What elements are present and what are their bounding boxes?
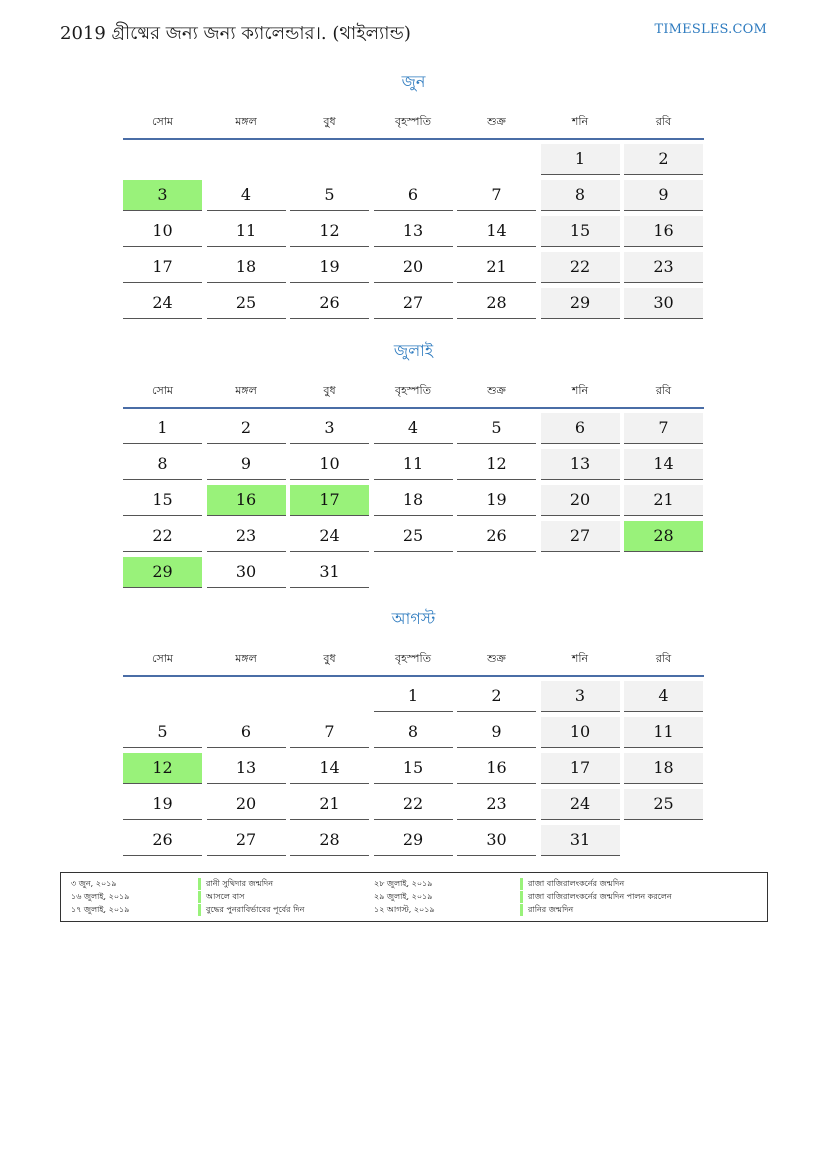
day-cell: 7: [457, 180, 536, 211]
day-cell: 20: [374, 252, 453, 283]
day-cell: 13: [207, 753, 286, 784]
day-cell: 10: [541, 717, 620, 748]
month-title: আগস্ট: [391, 609, 436, 628]
empty-day-cell: [290, 144, 369, 175]
days-grid: [123, 413, 704, 588]
day-cell: 19: [290, 252, 369, 283]
holiday-day-cell: 12: [123, 753, 202, 784]
day-cell: 28: [457, 288, 536, 319]
day-cell: 10: [123, 216, 202, 247]
empty-day-cell: [374, 144, 453, 175]
weekday-label: মঙ্গল: [235, 383, 257, 397]
empty-day-cell: [207, 681, 286, 712]
day-cell: 30: [624, 288, 703, 319]
legend-holiday-name: রানির জন্মদিন: [520, 904, 757, 916]
day-cell: 21: [457, 252, 536, 283]
weekday-header: [123, 375, 704, 407]
day-cell: 1: [374, 681, 453, 712]
day-cell: 12: [290, 216, 369, 247]
day-cell: 6: [374, 180, 453, 211]
day-cell: 15: [123, 485, 202, 516]
day-cell: 13: [374, 216, 453, 247]
day-cell: 26: [290, 288, 369, 319]
weekday-label: বুধ: [323, 651, 336, 665]
day-cell: 9: [624, 180, 703, 211]
weekday-label: বুধ: [323, 114, 336, 128]
day-cell: 22: [374, 789, 453, 820]
day-cell: 26: [457, 521, 536, 552]
day-cell: 15: [374, 753, 453, 784]
day-cell: 11: [207, 216, 286, 247]
day-cell: 1: [541, 144, 620, 175]
day-cell: 3: [541, 681, 620, 712]
day-cell: 6: [541, 413, 620, 444]
weekday-label: রবি: [655, 383, 672, 397]
weekday-label: রবি: [655, 651, 672, 665]
legend-holiday-name: বুদ্ধের পুনরাবির্ভাবের পূর্বের দিন: [198, 904, 374, 916]
day-cell: 5: [123, 717, 202, 748]
weekday-label: বৃহস্পতি: [395, 114, 431, 128]
day-cell: 25: [374, 521, 453, 552]
day-cell: 8: [541, 180, 620, 211]
day-cell: 30: [457, 825, 536, 856]
day-cell: 20: [541, 485, 620, 516]
weekday-label: শনি: [571, 383, 589, 397]
day-cell: 7: [624, 413, 703, 444]
empty-day-cell: [207, 144, 286, 175]
day-cell: 24: [541, 789, 620, 820]
day-cell: 19: [123, 789, 202, 820]
weekday-label: শুক্র: [487, 114, 506, 128]
empty-day-cell: [457, 144, 536, 175]
legend-date: ২৯ জুলাই, ২০১৯: [374, 892, 433, 901]
day-cell: 22: [123, 521, 202, 552]
day-cell: 25: [207, 288, 286, 319]
day-cell: 31: [290, 557, 369, 588]
day-cell: 22: [541, 252, 620, 283]
day-cell: 3: [290, 413, 369, 444]
day-cell: 7: [290, 717, 369, 748]
weekday-label: শুক্র: [487, 651, 506, 665]
day-cell: 27: [374, 288, 453, 319]
day-cell: 14: [624, 449, 703, 480]
weekday-label: বুধ: [323, 383, 336, 397]
weekday-label: মঙ্গল: [235, 114, 257, 128]
day-cell: 9: [207, 449, 286, 480]
holiday-day-cell: 16: [207, 485, 286, 516]
page-title: 2019 গ্রীষ্মের জন্য জন্য ক্যালেন্ডার।. (থাইল্যান্ড): [60, 23, 411, 44]
empty-day-cell: [123, 144, 202, 175]
day-cell: 25: [624, 789, 703, 820]
day-cell: 29: [374, 825, 453, 856]
month-june: [123, 70, 704, 319]
month-title: জুলাই: [393, 341, 434, 360]
day-cell: 11: [624, 717, 703, 748]
legend-date: ১২ আগস্ট, ২০১৯: [374, 905, 435, 914]
day-cell: 2: [457, 681, 536, 712]
day-cell: 28: [290, 825, 369, 856]
month-title: জুন: [401, 72, 426, 91]
weekday-header: [123, 106, 704, 138]
day-cell: 30: [207, 557, 286, 588]
header-divider: [123, 407, 704, 409]
weekday-label: শনি: [571, 651, 589, 665]
weekday-label: সোম: [151, 651, 174, 665]
header-divider: [123, 675, 704, 677]
days-grid: [123, 681, 704, 856]
day-cell: 23: [207, 521, 286, 552]
day-cell: 18: [374, 485, 453, 516]
day-cell: 12: [457, 449, 536, 480]
day-cell: 5: [290, 180, 369, 211]
month-august: [123, 607, 704, 856]
day-cell: 29: [541, 288, 620, 319]
day-cell: 24: [290, 521, 369, 552]
legend-holiday-name: রানী সুথিদার জন্মদিন: [198, 878, 374, 890]
weekday-label: শুক্র: [487, 383, 506, 397]
empty-day-cell: [123, 681, 202, 712]
holiday-day-cell: 3: [123, 180, 202, 211]
day-cell: 4: [624, 681, 703, 712]
day-cell: 23: [457, 789, 536, 820]
legend-date: ১৬ জুলাই, ২০১৯: [71, 892, 130, 901]
weekday-header: [123, 643, 704, 675]
day-cell: 5: [457, 413, 536, 444]
weekday-label: সোম: [151, 114, 174, 128]
weekday-label: বৃহস্পতি: [395, 651, 431, 665]
day-cell: 8: [374, 717, 453, 748]
day-cell: 11: [374, 449, 453, 480]
day-cell: 8: [123, 449, 202, 480]
weekday-label: শনি: [571, 114, 589, 128]
legend-holiday-name: রাজা বাজিরালংকর্নের জন্মদিন পালন করলেন: [520, 891, 757, 903]
holiday-day-cell: 17: [290, 485, 369, 516]
weekday-label: বৃহস্পতি: [395, 383, 431, 397]
legend-date: ২৮ জুলাই, ২০১৯: [374, 879, 433, 888]
day-cell: 18: [207, 252, 286, 283]
day-cell: 24: [123, 288, 202, 319]
legend-holiday-name: আসলে বাস: [198, 891, 374, 903]
day-cell: 2: [207, 413, 286, 444]
day-cell: 14: [457, 216, 536, 247]
day-cell: 17: [123, 252, 202, 283]
holiday-day-cell: 28: [624, 521, 703, 552]
day-cell: 4: [374, 413, 453, 444]
legend-date: ১৭ জুলাই, ২০১৯: [71, 905, 130, 914]
empty-day-cell: [290, 681, 369, 712]
day-cell: 20: [207, 789, 286, 820]
day-cell: 2: [624, 144, 703, 175]
legend-holiday-name: রাজা বাজিরালংকর্নের জন্মদিন: [520, 878, 757, 890]
weekday-label: সোম: [151, 383, 174, 397]
day-cell: 23: [624, 252, 703, 283]
site-link[interactable]: TIMESLES.COM: [654, 22, 767, 37]
day-cell: 17: [541, 753, 620, 784]
day-cell: 9: [457, 717, 536, 748]
day-cell: 19: [457, 485, 536, 516]
weekday-label: রবি: [655, 114, 672, 128]
holiday-legend: [60, 872, 768, 922]
day-cell: 15: [541, 216, 620, 247]
day-cell: 21: [290, 789, 369, 820]
day-cell: 1: [123, 413, 202, 444]
days-grid: [123, 144, 704, 319]
header-divider: [123, 138, 704, 140]
legend-date: ৩ জুন, ২০১৯: [71, 879, 117, 888]
month-july: [123, 339, 704, 588]
day-cell: 31: [541, 825, 620, 856]
day-cell: 4: [207, 180, 286, 211]
holiday-day-cell: 29: [123, 557, 202, 588]
day-cell: 21: [624, 485, 703, 516]
day-cell: 16: [457, 753, 536, 784]
day-cell: 16: [624, 216, 703, 247]
day-cell: 27: [207, 825, 286, 856]
day-cell: 27: [541, 521, 620, 552]
day-cell: 18: [624, 753, 703, 784]
day-cell: 14: [290, 753, 369, 784]
weekday-label: মঙ্গল: [235, 651, 257, 665]
day-cell: 6: [207, 717, 286, 748]
day-cell: 26: [123, 825, 202, 856]
day-cell: 13: [541, 449, 620, 480]
day-cell: 10: [290, 449, 369, 480]
